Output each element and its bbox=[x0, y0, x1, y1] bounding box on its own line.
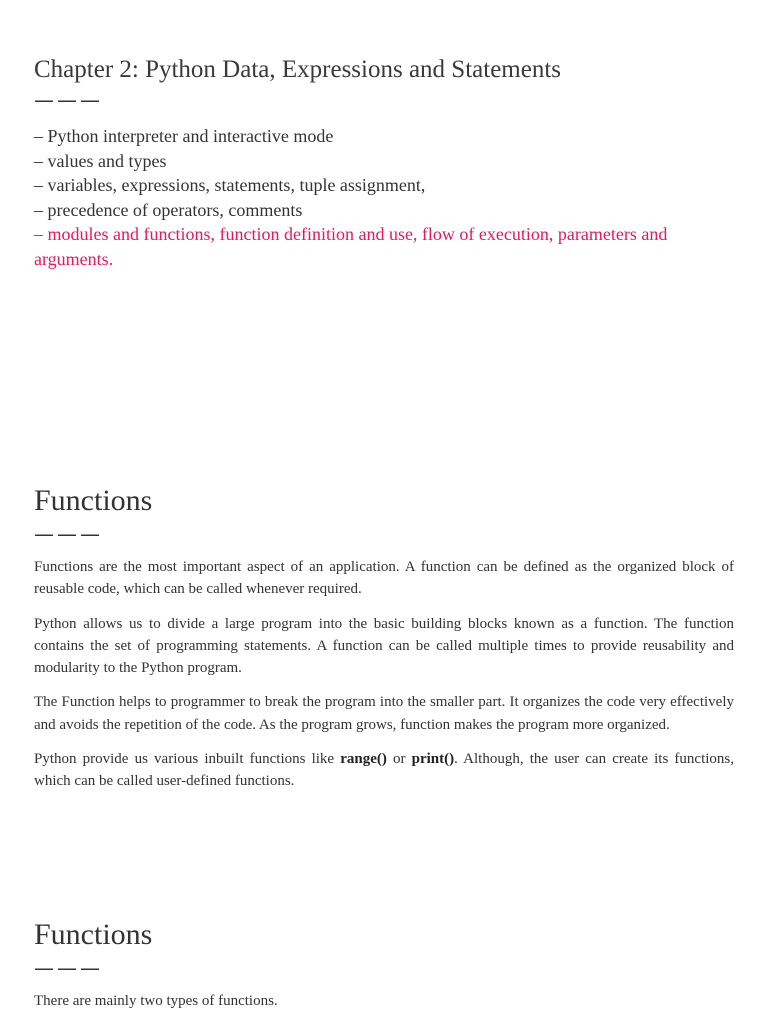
section-body bbox=[34, 990, 734, 1012]
chapter-section bbox=[34, 54, 734, 271]
section-body bbox=[34, 556, 734, 793]
paragraph-text: or bbox=[386, 751, 412, 768]
chapter-outline bbox=[34, 124, 734, 271]
paragraph-text: Python provide us various inbuilt functions like bbox=[34, 751, 341, 768]
title-rule: ——— bbox=[34, 88, 103, 112]
outline-item: – Python interpreter and interactive mode bbox=[34, 126, 334, 146]
functions-intro-section bbox=[34, 482, 734, 805]
functions-types-section bbox=[34, 916, 734, 1024]
section-rule: ——— bbox=[34, 956, 103, 980]
section-title: Functions bbox=[34, 484, 153, 517]
outline-item: – variables, expressions, statements, tuple assignment, bbox=[34, 175, 426, 195]
paragraph bbox=[34, 748, 734, 793]
paragraph: Python allows us to divide a large program into the basic building blocks known as a function. The function contains the set of programming statements. A function can be called multiple times to provide reusability and modularity to the Python program. bbox=[34, 615, 734, 677]
outline-item-highlight: – modules and functions, function definition and use, flow of execution, parameters and arguments. bbox=[34, 224, 668, 269]
paragraph: There are mainly two types of functions. bbox=[34, 993, 278, 1009]
outline-item: – precedence of operators, comments bbox=[34, 199, 303, 220]
inline-code: print() bbox=[411, 751, 455, 768]
outline-item: – values and types bbox=[34, 150, 167, 171]
paragraph-text: . Although, the user can create its functions, which can be called user-defined functions. bbox=[34, 751, 734, 790]
section-title: Functions bbox=[34, 918, 153, 951]
section-rule: ——— bbox=[34, 522, 103, 546]
paragraph: Functions are the most important aspect of an application. A function can be defined as the organized block of reusable code, which can be called whenever required. bbox=[34, 559, 734, 598]
paragraph: The Function helps to programmer to break the program into the smaller part. It organizes the code very effectively and avoids the repetition of the code. As the program grows, function makes the program more organized. bbox=[34, 694, 734, 733]
inline-code: range() bbox=[340, 751, 387, 768]
chapter-title: Chapter 2: Python Data, Expressions and Statements bbox=[34, 56, 562, 83]
